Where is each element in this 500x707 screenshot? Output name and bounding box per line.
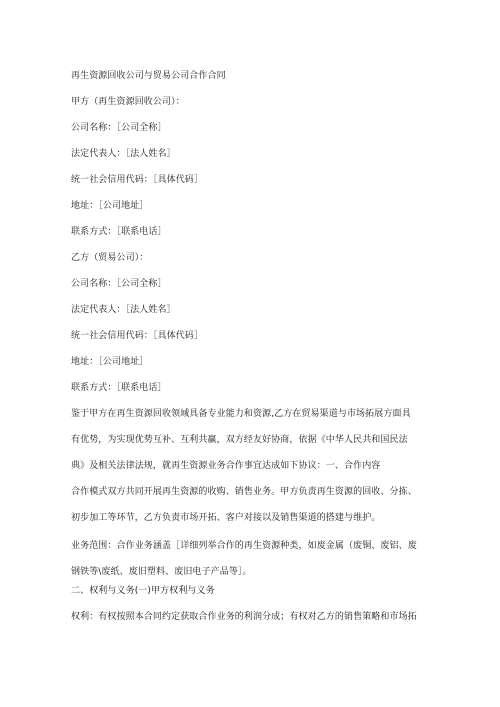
preamble-line: 鉴于甲方在再生资源回收领域具备专业能力和资源,乙方在贸易渠道与市场拓展方面具 bbox=[71, 409, 411, 419]
section-two-heading: 二、权利与义务(一)甲方权利与义务 bbox=[71, 586, 215, 596]
scope-line: 业务范围：合作业务涵盖［详细列举合作的再生资源种类，如废金属（废铜、废铝、废 bbox=[71, 541, 417, 551]
preamble-line: 合作模式双方共同开展再生资源的收购、销售业务。甲方负责再生资源的回收、分拣、 bbox=[71, 487, 417, 497]
party-a-address: 地址：［公司地址］ bbox=[71, 201, 149, 211]
contract-title: 再生资源回收公司与贸易公司合作合同 bbox=[71, 71, 226, 81]
party-a-contact: 联系方式：［联系电话］ bbox=[71, 227, 167, 237]
party-b-company-name: 公司名称：［公司全称］ bbox=[71, 279, 167, 289]
preamble-line: 初步加工等环节，乙方负责市场开拓、客户对接以及销售渠道的搭建与维护。 bbox=[71, 513, 381, 523]
party-b-contact: 联系方式：［联系电话］ bbox=[71, 383, 167, 393]
scope-line: 钢铁等\废纸、废旧塑料、废旧电子产品等］。 bbox=[71, 567, 252, 577]
party-b-address: 地址：［公司地址］ bbox=[71, 357, 149, 367]
party-b-legal-rep: 法定代表人：［法人姓名］ bbox=[71, 305, 176, 315]
party-a-heading: 甲方（再生资源回收公司）： bbox=[71, 97, 185, 107]
party-b-heading: 乙方（贸易公司）： bbox=[71, 253, 149, 263]
party-a-legal-rep: 法定代表人：［法人姓名］ bbox=[71, 149, 176, 159]
party-b-credit-code: 统一社会信用代码：［具体代码］ bbox=[71, 331, 204, 341]
party-a-credit-code: 统一社会信用代码：［具体代码］ bbox=[71, 175, 204, 185]
party-a-rights: 权利：有权按照本合同约定获取合作业务的利润分成；有权对乙方的销售策略和市场拓 bbox=[71, 612, 417, 622]
party-a-company-name: 公司名称：［公司全称］ bbox=[71, 123, 167, 133]
preamble-line: 有优势，为实现优势互补、互利共赢，双方经友好协商，依据《中华人民共和国民法 bbox=[71, 435, 408, 445]
preamble-line: 典》及相关法律法规，就再生资源业务合作事宜达成如下协议：一、合作内容 bbox=[71, 461, 381, 471]
